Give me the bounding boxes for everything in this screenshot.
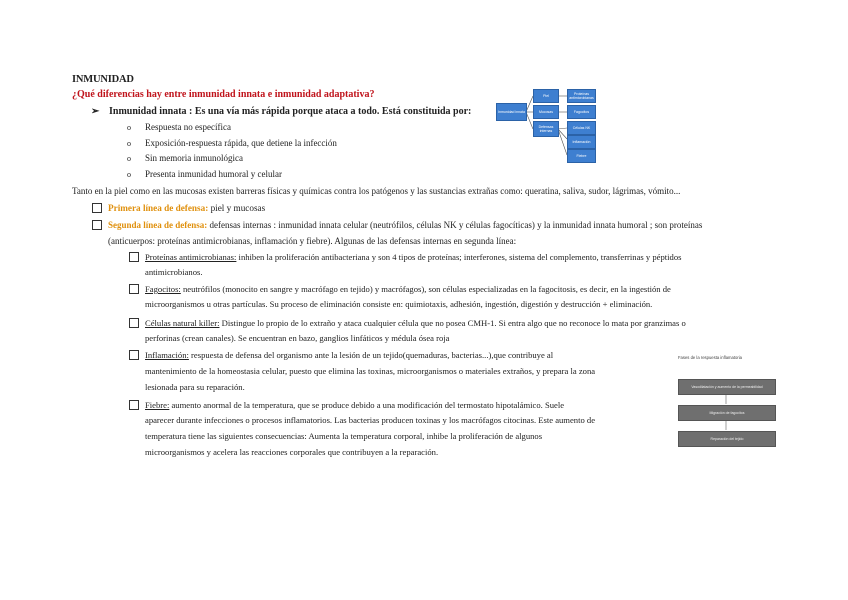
diagram-node: Defensas internas — [533, 121, 559, 137]
diagram-leaf: Proteínas antimicrobianas — [567, 89, 596, 103]
defense-item-text: Distingue lo propio de lo extraño y ataca cualquier célula que no posea CMH-1. Si entra algo que no reconoce lo mata por granzimas o — [219, 318, 686, 328]
second-defense-label: Segunda línea de defensa: — [108, 220, 208, 230]
list-item-text: Sin memoria inmunológica — [145, 153, 243, 163]
section-question: ¿Qué diferencias hay entre inmunidad innata e inmunidad adaptativa? — [72, 89, 375, 100]
checkbox-icon — [129, 400, 139, 410]
circle-bullet-icon: o — [127, 154, 131, 163]
circle-bullet-icon: o — [127, 139, 131, 148]
defense-item-text: temperatura tiene las siguientes consecuencias: Aumenta la temperatura corporal, inhibe la proliferación de algunos — [145, 431, 543, 441]
defense-item — [145, 250, 681, 266]
list-item-text: Exposición-respuesta rápida, que detiene la infección — [145, 138, 337, 148]
list-item — [127, 120, 231, 135]
list-item-text: Presenta inmunidad humoral y celular — [145, 169, 282, 179]
diagram-step: Vasodilatación y aumento de la permeabilidad — [678, 379, 776, 395]
defense-item-text: aumento anormal de la temperatura, que se produce debido a una modificación del termostato hipotalámico. Suele — [169, 400, 565, 410]
defense-item — [145, 398, 564, 414]
page-title: INMUNIDAD — [72, 74, 134, 85]
checkbox-icon — [129, 350, 139, 360]
defense-item — [145, 282, 671, 298]
defense-item-text: antimicrobianos. — [145, 267, 203, 277]
defense-item-text: microorganismos y acelera las reacciones corporales que contribuyen a la reparación. — [145, 447, 439, 457]
checkbox-icon — [92, 220, 102, 230]
defense-item — [145, 348, 553, 364]
intro-paragraph: Tanto en la piel como en las mucosas existen barreras físicas y químicas contra los patógenos y las sustancias extrañas como: queratina, saliva, sudor, lágrimas, vómito... — [72, 186, 681, 196]
defense-item-text: perforinas (crean canales). Se encuentran en bazo, ganglios linfáticos y médula ósea roja — [145, 333, 450, 343]
checkbox-icon — [129, 318, 139, 328]
defense-item-term: Fiebre: — [145, 400, 170, 410]
list-item — [127, 136, 337, 151]
diagram-leaf: Fagocitos — [567, 105, 596, 119]
list-item-text: Respuesta no específica — [145, 122, 231, 132]
checkbox-icon — [129, 284, 139, 294]
defense-item-text: mantenimiento de la homeostasia celular, puesto que elimina las toxinas, microorganismos o materiales extraños, y prepara la zona — [145, 366, 596, 376]
diagram-leaf: Fiebre — [567, 149, 596, 163]
defense-item-text: neutrófilos (monocito en sangre y macrófago en tejido) y macrófagos), son células especializadas en la fagocitosis, es decir, en la ingestión de — [180, 284, 671, 294]
diagram-step: Reparación del tejido — [678, 431, 776, 447]
first-defense-text: piel y mucosas — [208, 203, 266, 213]
diagram-leaf: Inflamación — [567, 135, 596, 149]
defense-item-term: Inflamación: — [145, 350, 189, 360]
innate-heading — [91, 104, 471, 120]
checkbox-icon — [129, 252, 139, 262]
defense-item-term: Fagocitos: — [145, 284, 181, 294]
arrow-bullet-icon: ➢ — [91, 106, 100, 117]
second-defense-line — [108, 218, 702, 234]
defense-item-term: Células natural killer: — [145, 318, 220, 328]
diagram-caption: Fases de la respuesta inflamatoria — [678, 355, 743, 360]
diagram-leaf: Células NK — [567, 121, 596, 135]
second-defense-text-cont: (anticuerpos: proteínas antimicrobianas, inflamación y fiebre). Algunas de las defensas internas en segunda línea: — [108, 236, 517, 246]
list-item — [127, 167, 282, 182]
defense-item-term: Proteínas antimicrobianas: — [145, 252, 237, 262]
second-defense-text: defensas internas : inmunidad innata celular (neutrófilos, células NK y células fagocíticas) y la inmunidad innata humoral ; son proteínas — [207, 220, 703, 230]
defense-item — [145, 316, 686, 332]
defense-item-text: lesionada para su reparación. — [145, 382, 245, 392]
diagram-node: Piel — [533, 89, 559, 103]
defense-item-text: microorganismos u otras partículas. Su proceso de eliminación consiste en: quimiotaxis, adhesión, ingestión, digestión y destrucción + eliminación. — [145, 299, 653, 309]
first-defense-label: Primera línea de defensa: — [108, 203, 209, 213]
diagram-root-box: Inmunidad innata — [496, 103, 527, 121]
checkbox-icon — [92, 203, 102, 213]
diagram-step: Migración de fagocitos — [678, 405, 776, 421]
defense-item-text: aparecer durante infecciones o procesos inflamatorios. Las bacterias producen toxinas y los macrófagos citocinas. Este aumento de — [145, 415, 596, 425]
innate-heading-text: Inmunidad innata : Es una vía más rápida porque ataca a todo. Está constituida por: — [109, 106, 472, 117]
circle-bullet-icon: o — [127, 170, 131, 179]
diagram-node: Mucosas — [533, 105, 559, 119]
defense-item-text: inhiben la proliferación antibacteriana y son 4 tipos de proteínas; interferones, sistema del complemento, transferrinas y péptidos — [236, 252, 682, 262]
circle-bullet-icon: o — [127, 123, 131, 132]
first-defense-line — [108, 201, 265, 217]
list-item — [127, 151, 243, 166]
defense-item-text: respuesta de defensa del organismo ante la lesión de un tejido(quemaduras, bacterias...),que contribuye al — [188, 350, 554, 360]
